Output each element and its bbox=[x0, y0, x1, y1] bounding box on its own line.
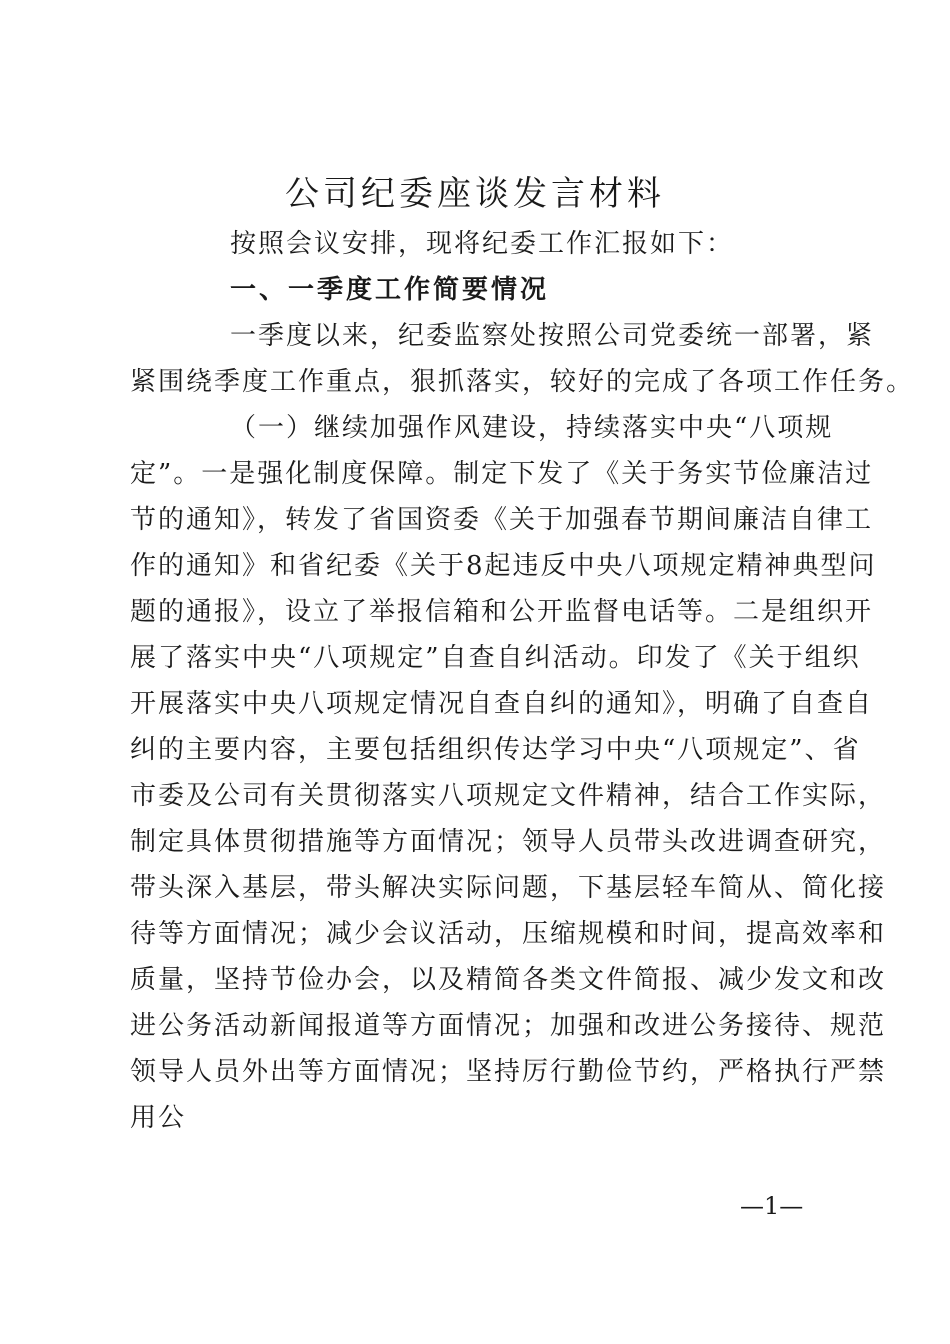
paragraph-line: 进公务活动新闻报道等方面情况；加强和改进公务接待、规范 bbox=[130, 1011, 887, 1041]
paragraph-line: 纠的主要内容，主要包括组织传达学习中央“八项规定”、省 bbox=[130, 735, 861, 765]
paragraph-line: 领导人员外出等方面情况；坚持厉行勤俭节约，严格执行严禁 bbox=[130, 1057, 887, 1087]
paragraph-line: 紧围绕季度工作重点，狠抓落实，较好的完成了各项工作任务。 bbox=[130, 367, 915, 397]
paragraph-line: 题的通报》，设立了举报信箱和公开监督电话等。二是组织开 bbox=[130, 597, 874, 627]
subsection-heading-line: （一）继续加强作风建设，持续落实中央“八项规 bbox=[230, 413, 834, 443]
paragraph-line: 待等方面情况；减少会议活动，压缩规模和时间，提高效率和 bbox=[130, 919, 887, 949]
paragraph-line: 节的通知》，转发了省国资委《关于加强春节期间廉洁自律工 bbox=[130, 505, 874, 535]
paragraph-line: 质量，坚持节俭办会，以及精简各类文件简报、减少发文和改 bbox=[130, 965, 887, 995]
page-number: —1— bbox=[740, 1192, 804, 1220]
paragraph-line: 定”。一是强化制度保障。制定下发了《关于务实节俭廉洁过 bbox=[130, 459, 874, 489]
paragraph-line: 展了落实中央“八项规定”自查自纠活动。印发了《关于组织 bbox=[130, 643, 861, 673]
paragraph-line: 用公 bbox=[130, 1103, 187, 1133]
paragraph-line: 一季度以来，纪委监察处按照公司党委统一部署，紧 bbox=[230, 321, 875, 351]
intro-text: 按照会议安排，现将纪委工作汇报如下： bbox=[230, 229, 735, 259]
paragraph-line: 制定具体贯彻措施等方面情况；领导人员带头改进调查研究， bbox=[130, 827, 887, 857]
paragraph-line: 市委及公司有关贯彻落实八项规定文件精神，结合工作实际， bbox=[130, 781, 887, 811]
paragraph-line: 作的通知》和省纪委《关于8起违反中央八项规定精神典型问 bbox=[130, 551, 877, 581]
paragraph-line: 带头深入基层，带头解决实际问题，下基层轻车简从、简化接 bbox=[130, 873, 887, 903]
document-title: 公司纪委座谈发言材料 bbox=[285, 174, 665, 214]
section-heading: 一、一季度工作简要情况 bbox=[230, 275, 550, 305]
paragraph-line: 开展落实中央八项规定情况自查自纠的通知》，明确了自查自 bbox=[130, 689, 874, 719]
